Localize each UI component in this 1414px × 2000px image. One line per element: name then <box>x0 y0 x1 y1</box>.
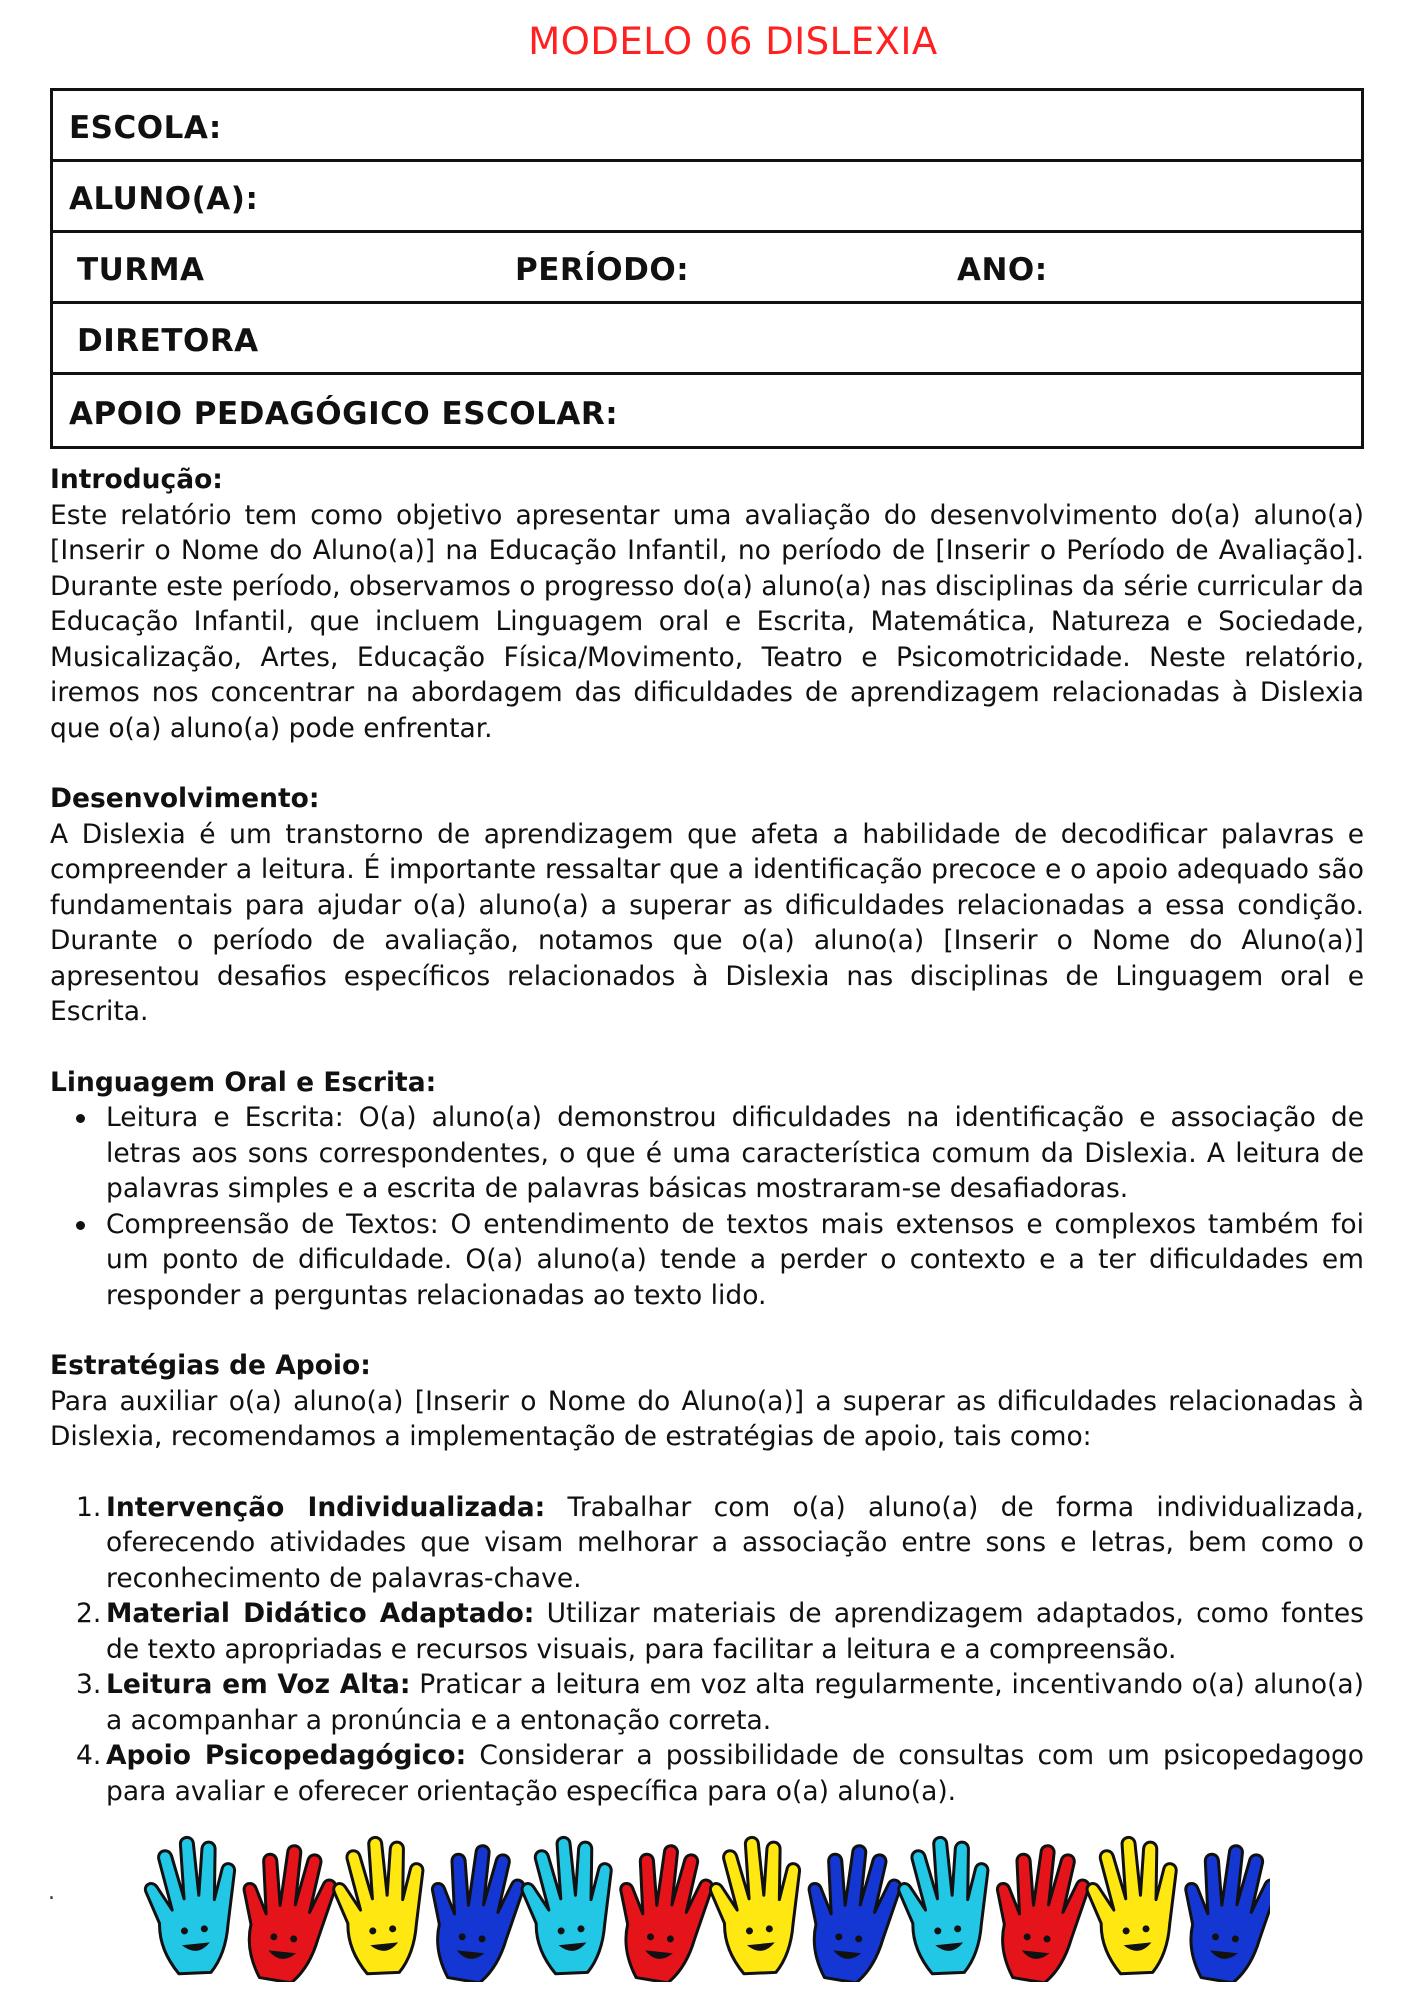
ano-label: ANO: <box>957 252 1048 288</box>
aluno-label: ALUNO(A): <box>69 181 259 217</box>
item-heading: Leitura em Voz Alta: <box>106 1669 411 1700</box>
list-item: Leitura e Escrita: O(a) aluno(a) demonstrou dificuldades na identificação e associação de letras aos sons correspondentes, o que é uma característica comum da Dislexia. A leitura de palavras simples e a escrita de palavras básicas mostraram-se desafiadoras. <box>106 1100 1364 1207</box>
page-title: MODELO 06 DISLEXIA <box>528 20 938 63</box>
header-form <box>50 88 1364 449</box>
report-body <box>50 462 1364 1844</box>
item-text: Trabalhar com o(a) aluno(a) de forma individualizada, oferecendo atividades que visam melhorar a associação entre sons e letras, bem como o reconhecimento de palavras-chave. <box>106 1491 1364 1594</box>
introducao-section <box>50 462 1364 746</box>
estrategias-list <box>50 1490 1364 1810</box>
red-hand-icon <box>235 1841 340 1982</box>
item-number: 3. <box>76 1669 102 1700</box>
list-item: Compreensão de Textos: O entendimento de textos mais extensos e complexos também foi um ponto de dificuldade. O(a) aluno(a) tende a perder o contexto e a ter dificuldades em responder a perguntas relacionadas ao texto lido. <box>106 1207 1364 1314</box>
estrategias-title: Estratégias de Apoio: <box>50 1350 371 1381</box>
diretora-label: DIRETORA <box>77 323 259 359</box>
yellow-hand-icon <box>1082 1833 1187 1978</box>
item-number: 2. <box>76 1598 102 1629</box>
blue-hand-icon <box>800 1841 905 1982</box>
introducao-text: Este relatório tem como objetivo apresentar uma avaliação do desenvolvimento do(a) aluno(a) [Inserir o Nome do Aluno(a)] na Educação Infantil, no período de [Inserir o Período de Avaliação]. Durante este período, observamos o progresso do(a) aluno(a) nas disciplinas da série curricular da Educação Infantil, que incluem Linguagem oral e Escrita, Matemática, Natureza e Sociedade, Musicalização, Artes, Educação Física/Movimento, Teatro e Psicomotricidade. Neste relatório, iremos nos concentrar na abordagem das dificuldades de aprendizagem relacionadas à Dislexia que o(a) aluno(a) pode enfrentar. <box>50 499 1364 744</box>
linguagem-list <box>50 1100 1364 1313</box>
desenvolvimento-text: A Dislexia é um transtorno de aprendizagem que afeta a habilidade de decodificar palavras e compreender a leitura. É importante ressaltar que a identificação precoce e o apoio adequado são fundamentais para ajudar o(a) aluno(a) a superar as dificuldades relacionadas a essa condição. Durante o período de avaliação, notamos que o(a) aluno(a) [Inserir o Nome do Aluno(a)] apresentou desafios específicos relacionados à Dislexia nas disciplinas de Linguagem oral e Escrita. <box>50 818 1364 1027</box>
apoio-row[interactable] <box>53 375 1361 446</box>
linguagem-section <box>50 1065 1364 1314</box>
list-item <box>76 1596 1364 1667</box>
blue-hand-icon <box>1177 1841 1270 1982</box>
cyan-hand-icon <box>894 1833 999 1978</box>
turma-row[interactable] <box>53 233 1361 304</box>
estrategias-section <box>50 1348 1364 1809</box>
item-text: Utilizar materiais de aprendizagem adaptados, como fontes de texto apropriadas e recursos visuais, para facilitar a leitura e a compreensão. <box>106 1598 1364 1665</box>
item-number: 4. <box>76 1740 102 1771</box>
apoio-label: APOIO PEDAGÓGICO ESCOLAR: <box>69 395 619 432</box>
desenvolvimento-section <box>50 781 1364 1030</box>
item-heading: Intervenção Individualizada: <box>106 1491 546 1523</box>
estrategias-intro: Para auxiliar o(a) aluno(a) [Inserir o Nome do Aluno(a)] a superar as dificuldades relacionadas à Dislexia, recomendamos a implementação de estratégias de apoio, tais como: <box>50 1385 1364 1452</box>
dot-mark: . <box>48 1880 55 1905</box>
periodo-label: PERÍODO: <box>515 252 690 288</box>
cyan-hand-icon <box>517 1833 622 1978</box>
introducao-title: Introdução: <box>50 464 223 495</box>
item-number: 1. <box>76 1491 102 1523</box>
diretora-row[interactable] <box>53 304 1361 375</box>
yellow-hand-icon <box>329 1833 434 1978</box>
yellow-hand-icon <box>705 1833 810 1978</box>
item-text: Considerar a possibilidade de consultas com um psicopedagogo para avaliar e oferecer orientação específica para o(a) aluno(a). <box>106 1740 1364 1807</box>
escola-row[interactable] <box>53 91 1361 162</box>
list-item <box>76 1667 1364 1738</box>
item-text: Praticar a leitura em voz alta regularmente, incentivando o(a) aluno(a) a acompanhar a pronúncia e a entonação correta. <box>106 1669 1364 1736</box>
red-hand-icon <box>988 1841 1093 1982</box>
hands-decoration <box>140 1832 1270 1982</box>
red-hand-icon <box>612 1841 717 1982</box>
list-item <box>76 1490 1364 1597</box>
item-heading: Material Didático Adaptado: <box>106 1598 535 1629</box>
item-heading: Apoio Psicopedagógico: <box>106 1740 467 1771</box>
desenvolvimento-title: Desenvolvimento: <box>50 783 320 814</box>
turma-label: TURMA <box>77 252 205 288</box>
linguagem-title: Linguagem Oral e Escrita: <box>50 1066 437 1098</box>
cyan-hand-icon <box>140 1833 245 1978</box>
escola-label: ESCOLA: <box>69 110 222 146</box>
aluno-row[interactable] <box>53 162 1361 233</box>
blue-hand-icon <box>423 1841 528 1982</box>
list-item <box>76 1738 1364 1809</box>
